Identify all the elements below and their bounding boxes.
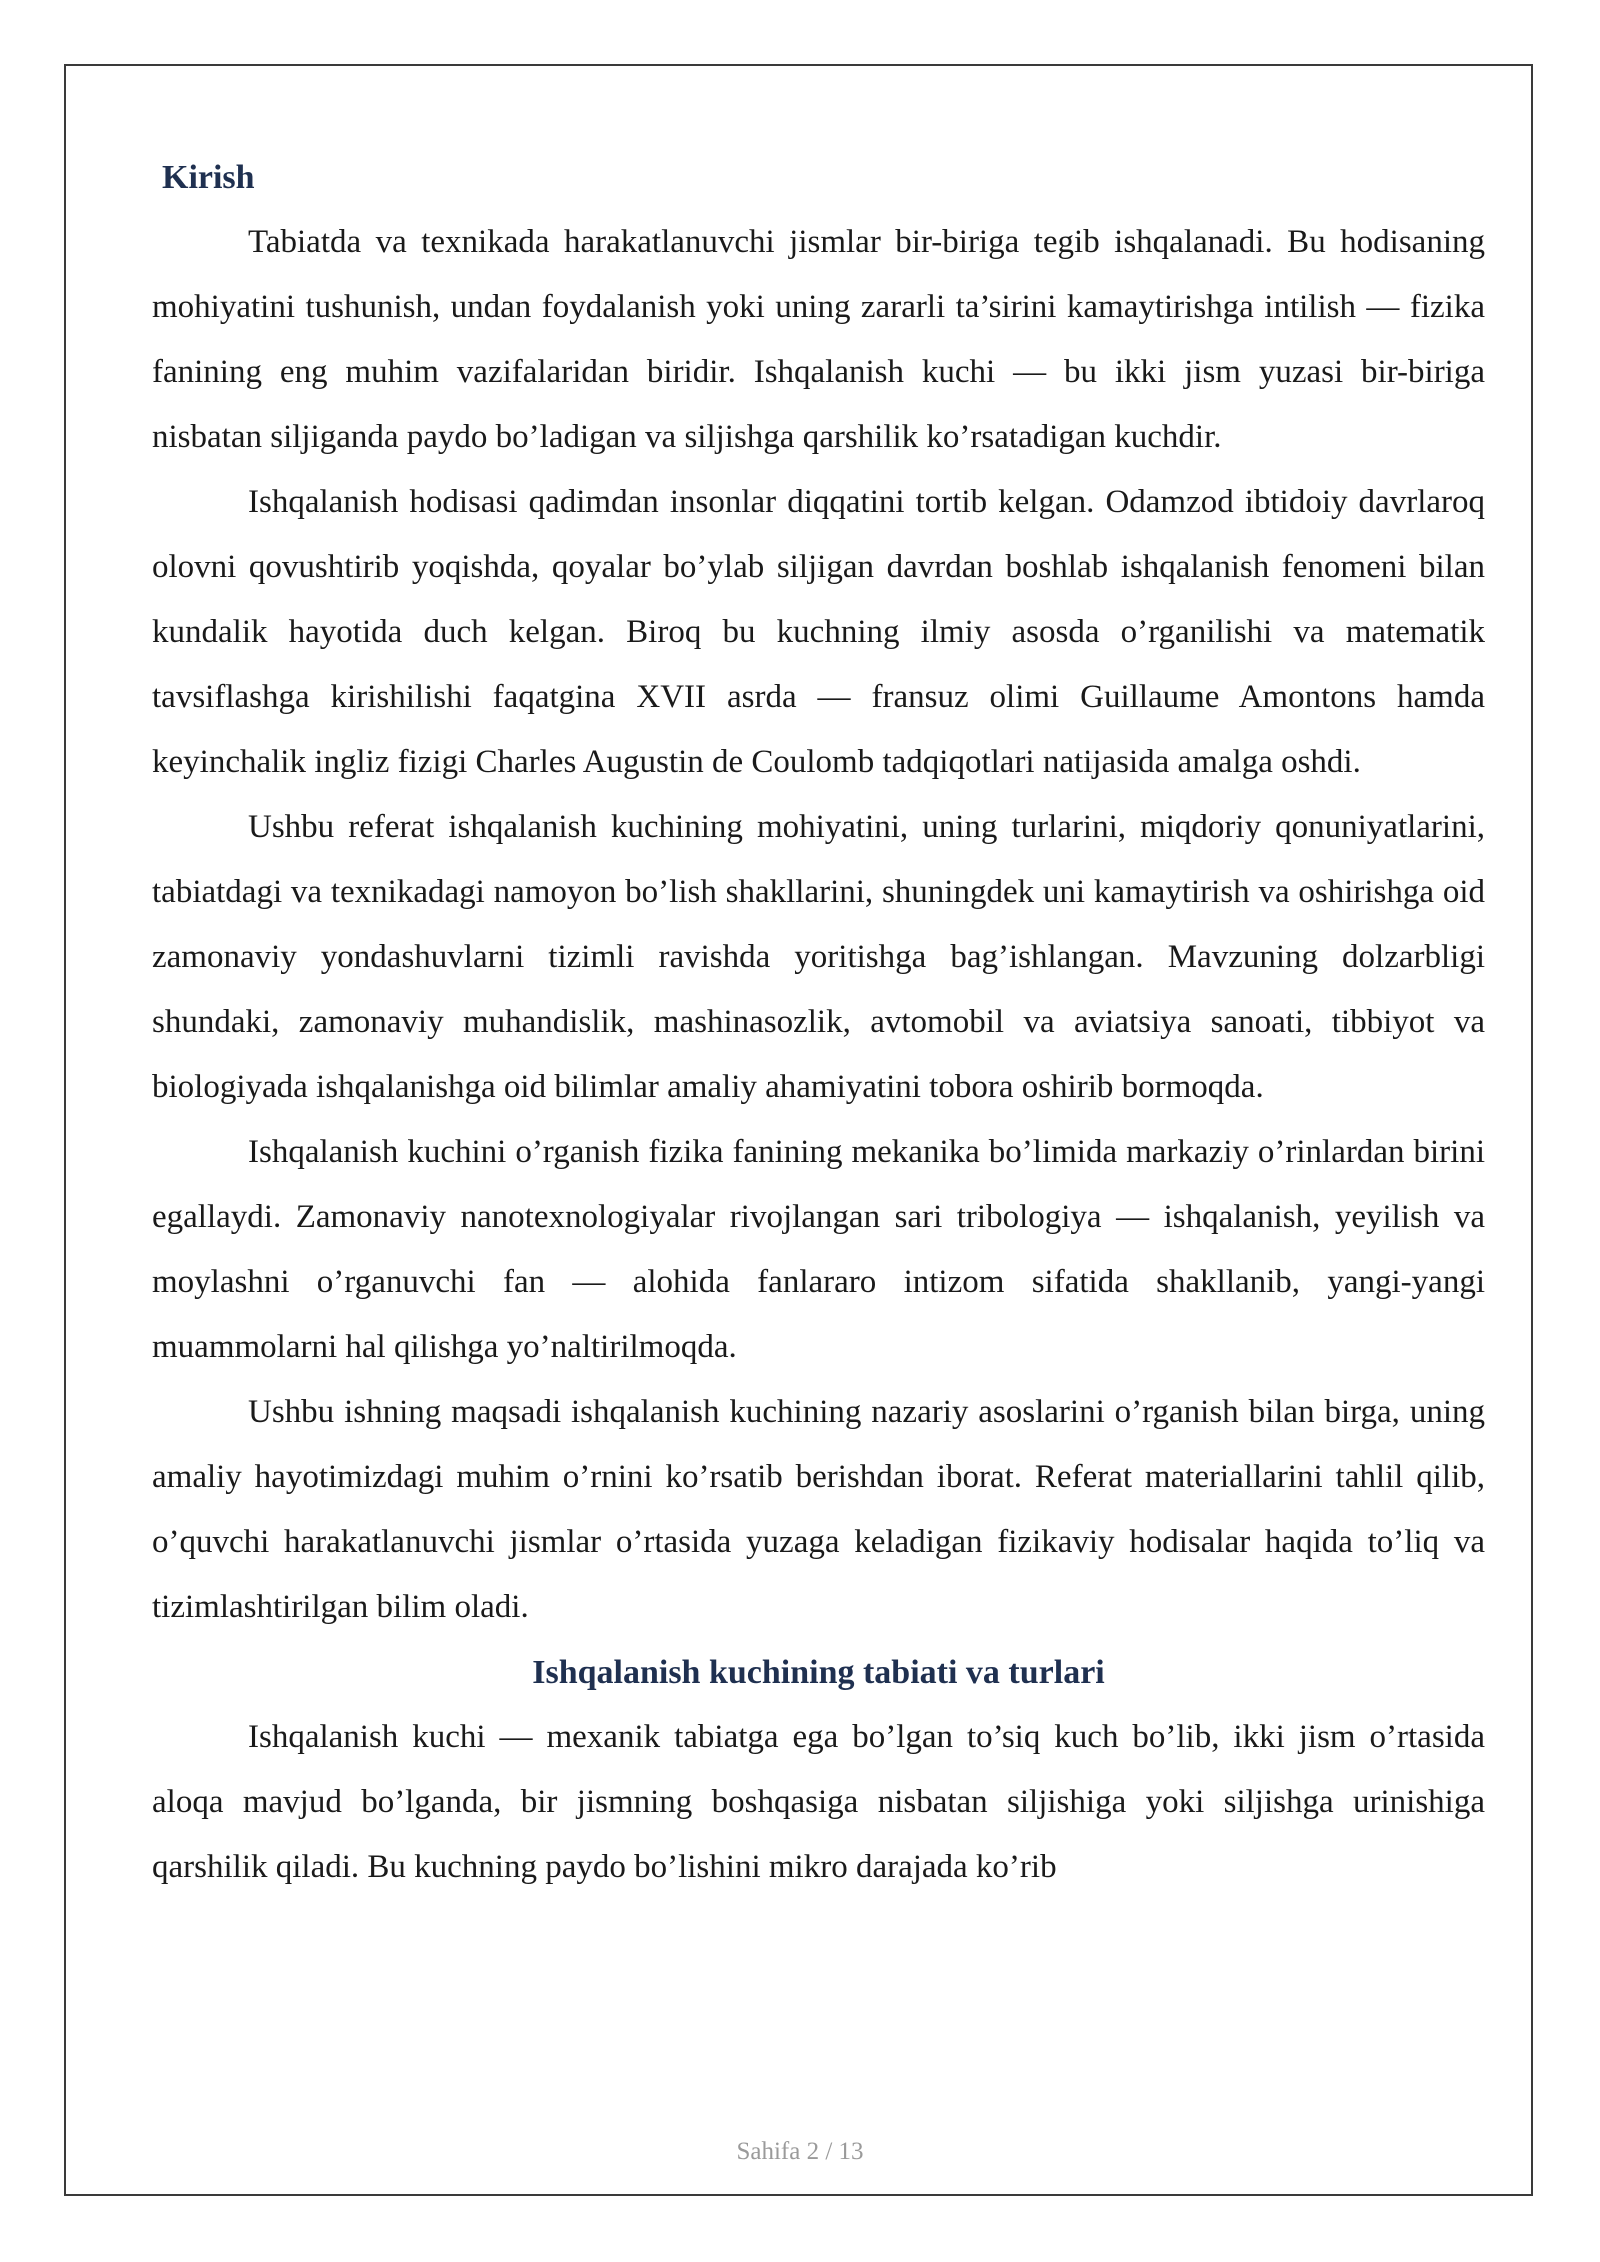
paragraph: Tabiatda va texnikada harakatlanuvchi jismlar bir-biriga tegib ishqalanadi. Bu hodisaning mohiyatini tushunish, undan foydalanish yoki uning zararli ta’sirini kamaytirishga intilish — fizika fanining eng muhim vazifalaridan biridir. Ishqalanish kuchi — bu ikki jism yuzasi bir-biriga nisbatan siljiganda paydo bo’ladigan va siljishga qarshilik ko’rsatadigan kuchdir. bbox=[152, 224, 1485, 455]
paragraph: Ushbu ishning maqsadi ishqalanish kuchining nazariy asoslarini o’rganish bilan birga, uning amaliy hayotimizdagi muhim o’rnini ko’rsatib berishdan iborat. Referat materiallarini tahlil qilib, o’quvchi harakatlanuvchi jismlar o’rtasida yuzaga keladigan fizikaviy hodisalar haqida to’liq va tizimlashtirilgan bilim oladi. bbox=[152, 1394, 1485, 1625]
paragraph: Ishqalanish hodisasi qadimdan insonlar diqqatini tortib kelgan. Odamzod ibtidoiy davrlaroq olovni qovushtirib yoqishda, qoyalar bo’ylab siljigan davrdan boshlab ishqalanish fenomeni bilan kundalik hayotida duch kelgan. Biroq bu kuchning ilmiy asosda o’rganilishi va matematik tavsiflashga kirishilishi faqatgina XVII asrda — fransuz olimi Guillaume Amontons hamda keyinchalik ingliz fizigi Charles Augustin de Coulomb tadqiqotlari natijasida amalga oshdi. bbox=[152, 484, 1485, 780]
section-heading-nature: Ishqalanish kuchining tabiati va turlari bbox=[532, 1654, 1105, 1691]
paragraph: Ishqalanish kuchi — mexanik tabiatga ega bo’lgan to’siq kuch bo’lib, ikki jism o’rtasida aloqa mavjud bo’lganda, bir jismning boshqasiga nisbatan siljishiga yoki siljishga urinishiga qarshilik qiladi. Bu kuchning paydo bo’lishini mikro darajada ko’rib bbox=[152, 1719, 1485, 1885]
section-heading-intro: Kirish bbox=[162, 159, 255, 196]
paragraph: Ishqalanish kuchini o’rganish fizika fanining mekanika bo’limida markaziy o’rinlardan birini egallaydi. Zamonaviy nanotexnologiyalar rivojlangan sari tribologiya — ishqalanish, yeyilish va moylashni o’rganuvchi fan — alohida fanlararo intizom sifatida shakllanib, yangi-yangi muammolarni hal qilishga yo’naltirilmoqda. bbox=[152, 1134, 1485, 1365]
page-content bbox=[152, 145, 1485, 1900]
page-number-footer: Sahifa 2 / 13 bbox=[736, 2138, 864, 2165]
paragraph: Ushbu referat ishqalanish kuchining mohiyatini, uning turlarini, miqdoriy qonuniyatlarini, tabiatdagi va texnikadagi namoyon bo’lish shakllarini, shuningdek uni kamaytirish va oshirishga oid zamonaviy yondashuvlarni tizimli ravishda yoritishga bag’ishlangan. Mavzuning dolzarbligi shundaki, zamonaviy muhandislik, mashinasozlik, avtomobil va aviatsiya sanoati, tibbiyot va biologiyada ishqalanishga oid bilimlar amaliy ahamiyatini tobora oshirib bormoqda. bbox=[152, 809, 1485, 1105]
